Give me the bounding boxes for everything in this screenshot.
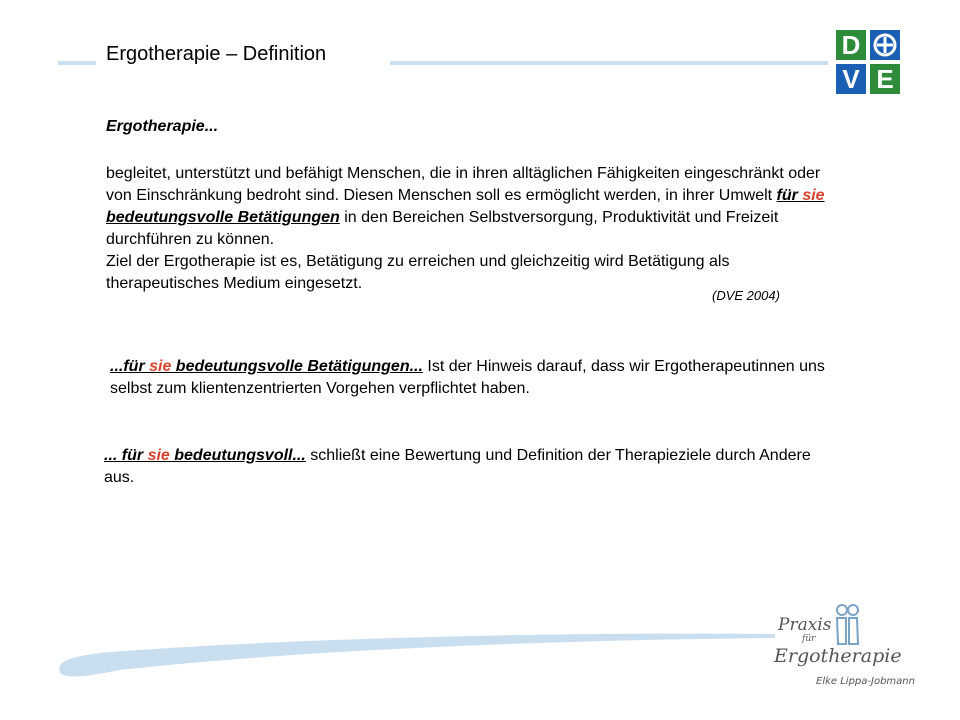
logo-letter-d: D bbox=[841, 30, 861, 60]
para2-em-sie: sie bbox=[149, 358, 172, 375]
definition-paragraph bbox=[106, 163, 826, 295]
title-rule-right bbox=[390, 61, 828, 65]
praxis-line3: Ergotherapie bbox=[774, 645, 902, 667]
para1-before: begleitet, unterstützt und befähigt Menschen, die in ihren alltäglichen Fähigkeiten eingeschränkt oder von Einschränkung bedroht sind. Diesen Menschen soll es ermöglicht werden, in ihrer Umwelt bbox=[106, 165, 821, 204]
footer-swoosh bbox=[50, 610, 780, 690]
logo-letter-v: V bbox=[842, 64, 860, 94]
para2-emphasis bbox=[110, 358, 423, 375]
praxis-line4: Elke Lippa-Jobmann bbox=[816, 676, 915, 687]
para3-em-post: bedeutungsvoll... bbox=[169, 447, 306, 464]
explanation-paragraph-1 bbox=[110, 356, 830, 400]
para1-em-pre: für bbox=[776, 187, 803, 204]
para1-after: in den Bereichen Selbstversorgung, Produktivität und Freizeit durchführen zu können. bbox=[106, 209, 779, 248]
para1-em-post: bedeutungsvolle Betätigungen bbox=[106, 209, 340, 226]
para3-em-sie: sie bbox=[147, 447, 170, 464]
para3-emphasis bbox=[104, 447, 306, 464]
cross-circle-icon bbox=[875, 35, 895, 55]
para2-em-post: bedeutungsvolle Betätigungen... bbox=[171, 358, 423, 375]
para3-em-pre: ... für bbox=[104, 447, 148, 464]
logo-letter-e: E bbox=[876, 64, 894, 94]
para1-line2: Ziel der Ergotherapie ist es, Betätigung zu erreichen und gleichzeitig wird Betätigung als therapeutisches Medium eingesetzt. bbox=[106, 253, 730, 292]
section-heading: Ergotherapie... bbox=[106, 118, 219, 135]
praxis-line2: für bbox=[802, 634, 816, 644]
explanation-paragraph-2 bbox=[104, 445, 844, 489]
para2-em-pre: ...für bbox=[110, 358, 150, 375]
title-rule-left bbox=[58, 61, 96, 65]
two-figures-icon bbox=[837, 605, 858, 644]
para1-em-sie: sie bbox=[802, 187, 825, 204]
praxis-line1: Praxis bbox=[778, 615, 832, 635]
slide-title: Ergotherapie – Definition bbox=[106, 43, 327, 65]
source-citation: (DVE 2004) bbox=[712, 288, 780, 303]
para3-after: schließt eine Bewertung und Definition der Therapieziele durch Andere aus. bbox=[104, 447, 811, 486]
dve-logo bbox=[836, 30, 900, 94]
para2-after: Ist der Hinweis darauf, dass wir Ergotherapeutinnen uns selbst zum klientenzentrierten Vorgehen verpflichtet haben. bbox=[110, 358, 825, 397]
praxis-logo bbox=[772, 604, 932, 694]
